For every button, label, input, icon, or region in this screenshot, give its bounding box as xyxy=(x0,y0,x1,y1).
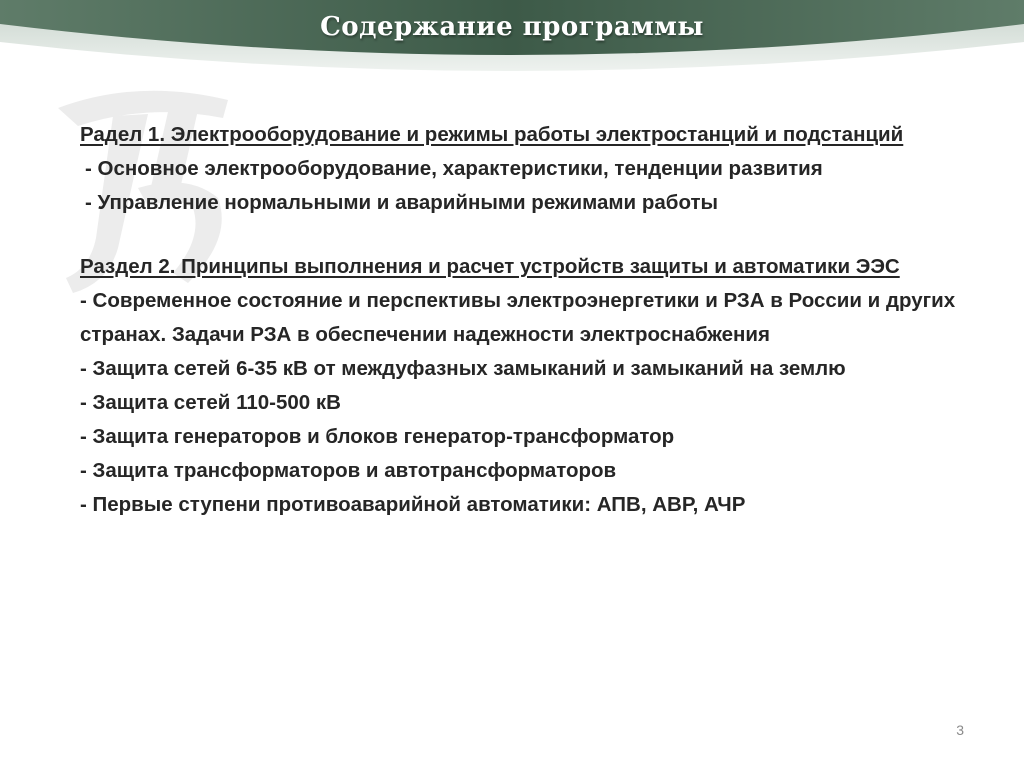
list-item: - Первые ступени противоаварийной автоматики: АПВ, АВР, АЧР xyxy=(80,493,746,516)
list-item: - Современное состояние и перспективы электроэнергетики и РЗА в России и других странах. Задачи РЗА в обеспечении надежности электроснабжения xyxy=(80,289,956,346)
page-number: 3 xyxy=(956,722,964,738)
list-item: - Защита трансформаторов и автотрансформаторов xyxy=(80,459,617,482)
program-content xyxy=(80,118,960,522)
list-item: - Основное электрооборудование, характеристики, тенденции развития xyxy=(85,157,823,180)
list-item: - Защита сетей 6-35 кВ от междуфазных замыканий и замыканий на землю xyxy=(80,357,846,380)
section-2 xyxy=(80,250,960,522)
section-1 xyxy=(80,118,960,220)
list-item: - Управление нормальными и аварийными режимами работы xyxy=(85,191,718,214)
list-item: - Защита сетей 110-500 кВ xyxy=(80,391,341,414)
section-title: Раздел 2. Принципы выполнения и расчет устройств защиты и автоматики ЭЭС xyxy=(80,255,900,278)
section-title: Радел 1. Электрооборудование и режимы работы электростанций и подстанций xyxy=(80,123,904,146)
list-item: - Защита генераторов и блоков генератор-трансформатор xyxy=(80,425,675,448)
slide-title: Содержание программы xyxy=(320,12,704,42)
